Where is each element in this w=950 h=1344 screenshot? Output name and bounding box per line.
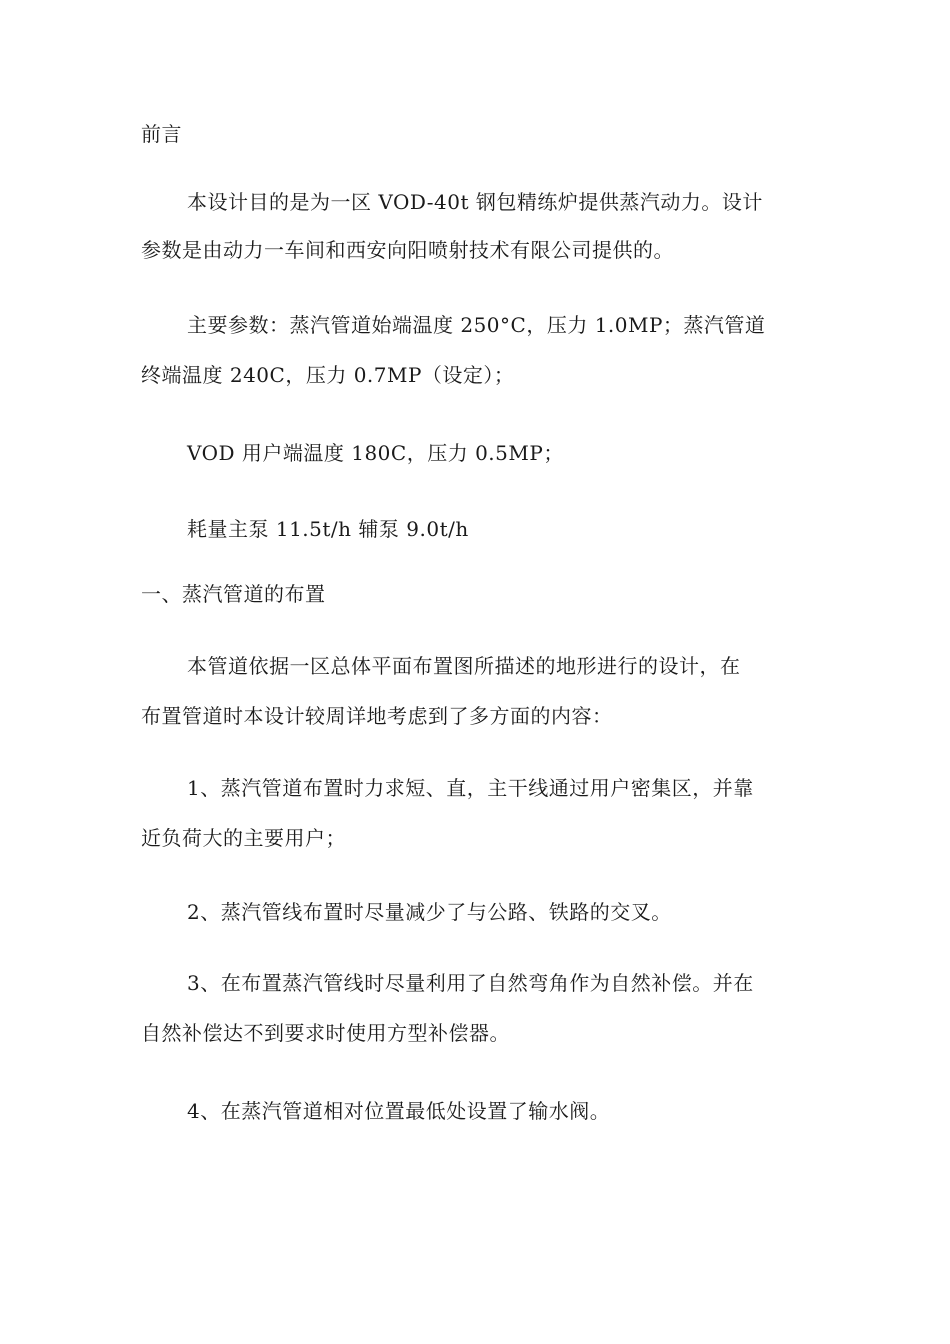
list-item-3-line: 自然补偿达不到要求时使用方型补偿器。	[141, 1021, 510, 1045]
preface-paragraph-line: 本设计目的是为一区 VOD-40t 钢包精练炉提供蒸汽动力。设计	[187, 190, 763, 214]
section1-intro-line: 布置管道时本设计较周详地考虑到了多方面的内容：	[141, 704, 613, 728]
list-item-1-line: 1、蒸汽管道布置时力求短、直，主干线通过用户密集区，并靠	[187, 776, 754, 800]
list-item-4-line: 4、在蒸汽管道相对位置最低处设置了输水阀。	[187, 1099, 611, 1123]
list-item-3-line: 3、在布置蒸汽管线时尽量利用了自然弯角作为自然补偿。并在	[187, 971, 754, 995]
preface-paragraph-line: 参数是由动力一车间和西安向阳喷射技术有限公司提供的。	[141, 238, 674, 262]
section1-intro-line: 本管道依据一区总体平面布置图所描述的地形进行的设计，在	[187, 654, 741, 678]
preface-heading: 前言	[141, 122, 182, 146]
params-paragraph-line: 主要参数：蒸汽管道始端温度 250°C，压力 1.0MP；蒸汽管道	[187, 313, 766, 337]
list-item-2-line: 2、蒸汽管线布置时尽量减少了与公路、铁路的交叉。	[187, 900, 672, 924]
list-item-1-line: 近负荷大的主要用户；	[141, 826, 346, 850]
consumption-line: 耗量主泵 11.5t/h 辅泵 9.0t/h	[187, 517, 469, 541]
section1-heading: 一、蒸汽管道的布置	[141, 582, 326, 606]
params-paragraph-line: 终端温度 240C，压力 0.7MP（设定）；	[141, 363, 515, 387]
vod-params-line: VOD 用户端温度 180C，压力 0.5MP；	[187, 441, 564, 465]
